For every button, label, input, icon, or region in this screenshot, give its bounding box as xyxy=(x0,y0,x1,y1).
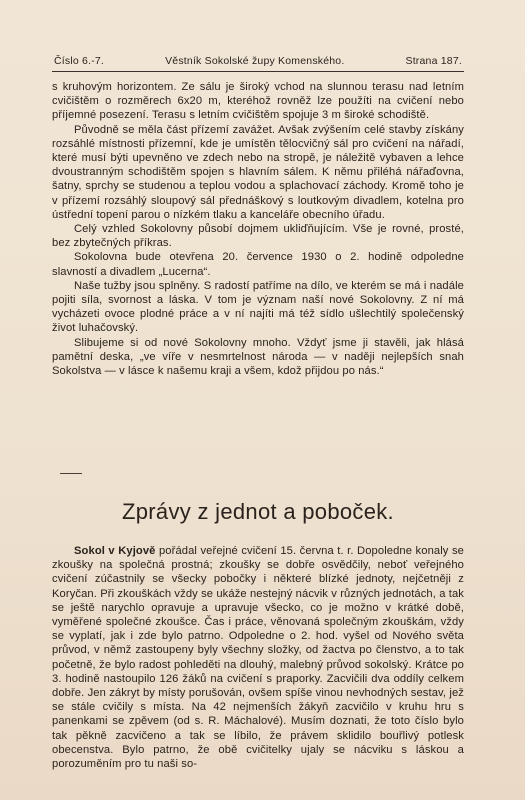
section-title: Zprávy z jednot a poboček. xyxy=(122,499,394,524)
header-rule xyxy=(52,71,464,72)
paragraph: Původně se měla část přízemí zavážet. Avšak zvýšením celé stavby získány rozsáhlé místnosti přízemní, kde je umístěn tělocvičný sál pro cvičení na nářadí, které musí býti upevněno ve zdech nebo na stropě, je náležitě vybaven a lehce dvoustranným schodištěm spojen s hlavním sálem. K němu přiléhá nářaďovna, šatny, sprchy se studenou a teplou vodou a splachovací záchody. Kromě toho je v přízemí rozsáhlý sloupový sál přednáškový s loutkovým divadlem, kotelna pro ústřední topení parou o nízkém tlaku a kanceláře obecního úřadu. xyxy=(52,123,464,221)
paragraph: Celý vzhled Sokolovny působí dojmem ukliďňujícím. Vše je rovné, prosté, bez zbytečných příkras. xyxy=(52,223,464,250)
unit-report xyxy=(52,544,464,771)
report-paragraph xyxy=(52,544,464,771)
paragraph: Sokolovna bude otevřena 20. července 1930 o 2. hodině odpoledne slavností a divadlem „Lucerna“. xyxy=(52,251,464,278)
journal-title: Věstník Sokolské župy Komenského. xyxy=(165,55,345,67)
section-divider xyxy=(60,473,82,474)
paragraph: Slibujeme si od nové Sokolovny mnoho. Vždyť jsme ji stavěli, jak hlásá pamětní deska, „ve víře v nesmrtelnost národa — v naději nejlepších snah Sokolstva — v lásce k našemu kraji a všem, kdož přijdou po nás.“ xyxy=(52,336,464,378)
paragraph: Naše tužby jsou splněny. S radostí patříme na dílo, ve kterém se má i nadále pojiti síla, svornost a láska. V tom je význam naší nové Sokolovny. Z ní má vycházeti ovoce plodné práce a v ní najíti má též sídlo ušlechtilý společenský život luhačovský. xyxy=(52,279,464,335)
report-body: pořádal veřejné cvičení 15. června t. r. Dopoledne konaly se zkoušky na společná prostná; zkoušky se dobře osvědčily, neboť veřejného cvičení zúčastnily se všecky pobočky i některé blízké jednoty, nejčetněji z Koryčan. Při zkouškách vždy se ukáže nestejný nácvik v různých jednotách, a tak se ještě narychlo opravuje a upravuje všecko, co je možno v krátké době, vyměřené společné zkoušce. Čas i práce, věnovaná společným zkouškám, vždy se vyplatí, jak i zde bylo patrno. Odpoledne o 2. hod. vyšel od Nového světa průvod, v němž zastoupeny byly všechny složky, od žactva po členstvo, a to tak početně, že bylo radost pohleděti na dlouhý, malebný průvod sokolský. Krátce po 3. hodině nastoupilo 126 žáků na cvičení s praporky. Zacvičili dva oddíly celkem dobře. Jen zákryt by místy porušován, ovšem spíše vinou nevhodných sestav, jež se stále cvičily s místa. Na 42 nejmenších žákyň zacvičilo v kruhu hru s panenkami se zpěvem (od s. R. Máchalové). Musím doznati, že toto číslo bylo tak pěkně zacvičeno a tak se líbilo, že právem sklidilo bouřlivý potlesk obecenstva. Bylo patrno, že obě cvičitelky ujaly se nácviku s láskou a porozuměním pro tu naši so- xyxy=(52,545,464,771)
running-header xyxy=(54,55,462,67)
page-number: Strana 187. xyxy=(405,55,462,67)
paragraph: s kruhovým horizontem. Ze sálu je široký vchod na slunnou terasu nad letním cvičištěm o rozměrech 6x20 m, kteréhož rovněž lze použíti na cvičení nebo příjemné posezení. Terasu s letním cvičištěm spojuje 3 m široké schodiště. xyxy=(52,81,464,122)
issue-number: Číslo 6.-7. xyxy=(54,55,105,67)
report-lead: Sokol v Kyjově xyxy=(74,545,156,557)
article-continuation xyxy=(52,80,464,378)
